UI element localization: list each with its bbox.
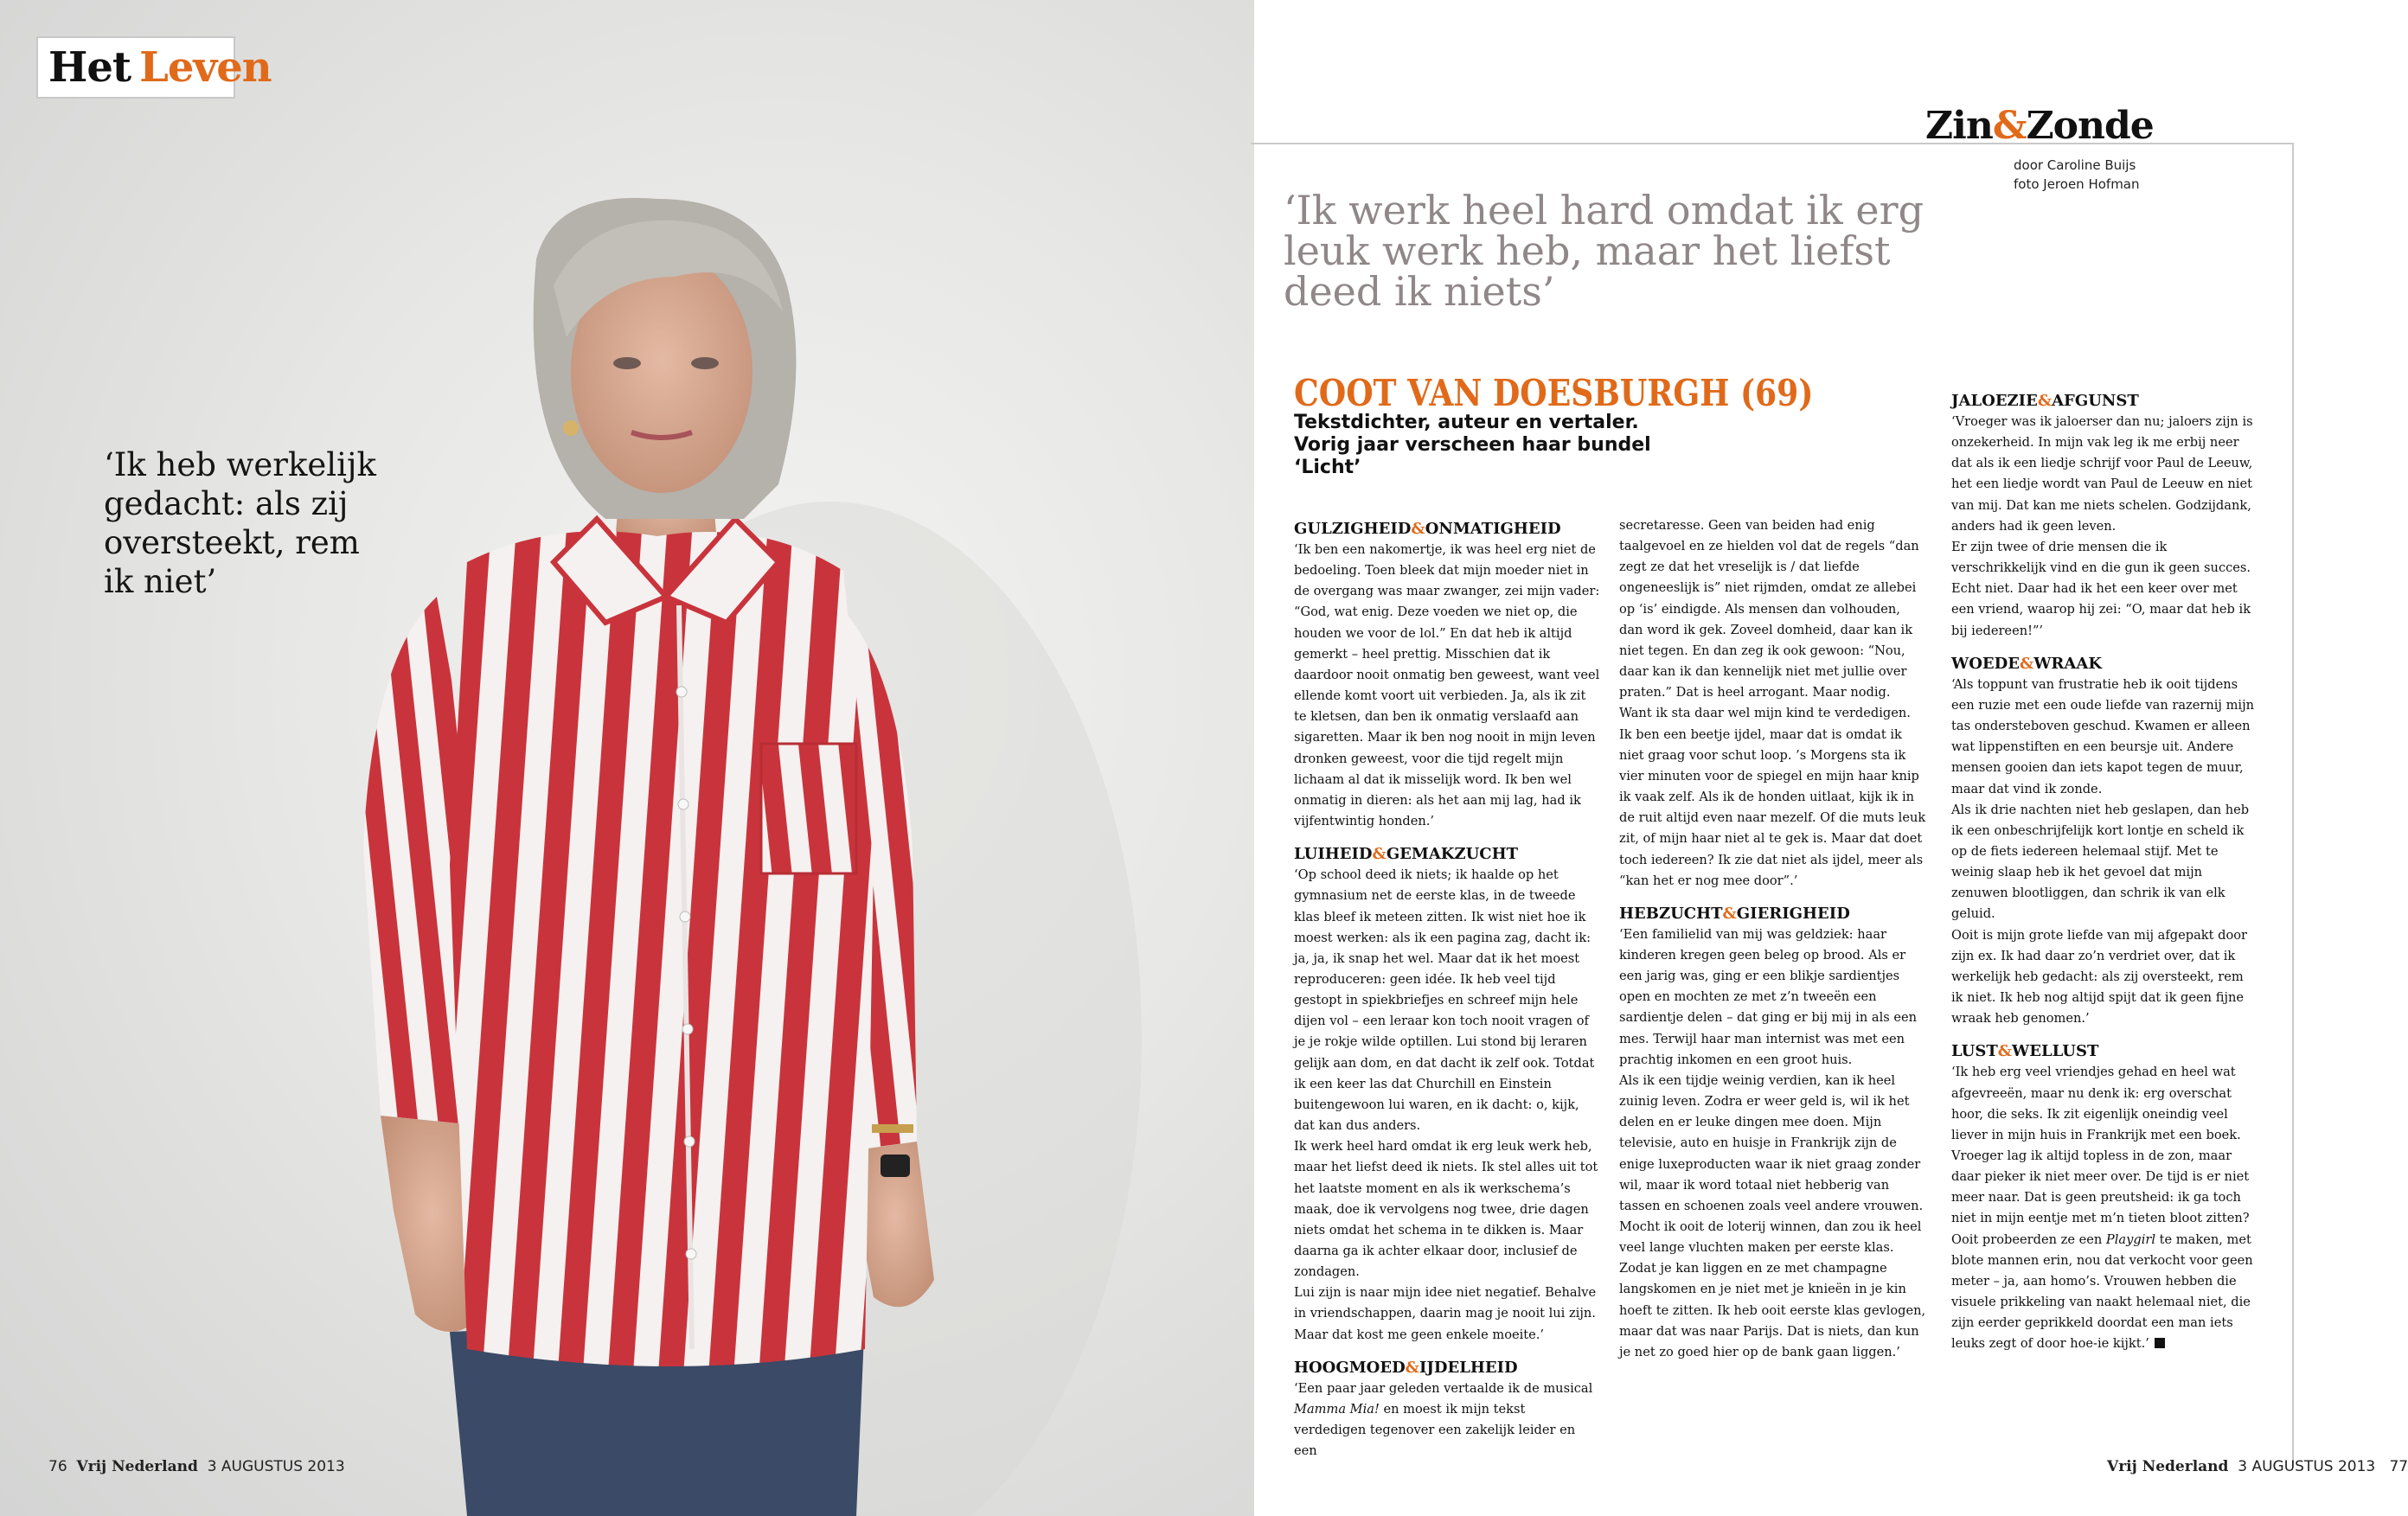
- paragraph: Ooit is mijn grote liefde van mij afgepakt door zijn ex. Ik had daar zo’n verdriet over, dat ik werkelijk heb gedacht: als zij oversteekt, rem ik niet. Ik heb nog altijd spijt dat ik geen fijne wraak heb genomen.’: [1951, 927, 2248, 1027]
- issue-date-left: 3 AUGUSTUS 2013: [207, 1458, 345, 1475]
- pull-quote: ‘Ik werk heel hard omdat ik erg leuk werk heb, maar het liefst deed ik niets’: [1284, 187, 1924, 315]
- credits: [2014, 156, 2140, 194]
- section-heading-jaloezie: JALOEZIE&AFGUNST: [1951, 392, 2139, 410]
- paragraph: Ik werk heel hard omdat ik erg leuk werk heb, maar het liefst deed ik niets. Ik stel alles uit tot het laatste moment en als ik werkschema’s maak, doe ik vervolgens nog twee, drie dagen niets omdat het schema in te dikken is. Maar daarna ga ik achter elkaar door, inclusief de zondagen.: [1294, 1139, 1598, 1280]
- text-column-1: [1294, 519, 1601, 1462]
- text-column-2: [1619, 515, 1926, 1363]
- magazine-name-right: Vrij Nederland: [2107, 1458, 2229, 1475]
- page-number-left: 76: [48, 1458, 67, 1475]
- paragraph: ‘Ik heb erg veel vriendjes gehad en heel wat afgevreeën, maar nu denk ik: erg overschat hoor, die seks. Ik zit eigenlijk oneindig veel liever in mijn huis in Frankrijk met een boek.: [1951, 1065, 2241, 1142]
- paragraph: ‘Een familielid van mij was geldziek: haar kinderen kregen geen beleg op brood. Als er een jarig was, ging er een blikje sardientjes open en mochten ze met z’n tweeën een sardientje delen – dat ging er bij mij in als een mes. Terwijl haar man internist was met een prachtig inkomen en een groot huis.: [1619, 926, 1918, 1067]
- series-title: [1925, 104, 2154, 148]
- section-heading-gulzigheid: GULZIGHEID&ONMATIGHEID: [1294, 520, 1561, 538]
- paragraph: ‘Als toppunt van frustratie heb ik ooit tijdens een ruzie met een oude liefde van razernij mijn tas ondersteboven geschud. Kwamen er alleen wat lippenstiften en een beursje uit. Andere mensen gooien dan iets kapot tegen de muur, maar dat vind ik zonde.: [1951, 676, 2255, 796]
- photo-credit: foto Jeroen Hofman: [2014, 176, 2140, 192]
- section-heading-luiheid: LUIHEID&GEMAKZUCHT: [1294, 845, 1519, 864]
- interviewee-name: COOT VAN DOESBURGH (69): [1294, 372, 1814, 414]
- paragraph: ‘Op school deed ik niets; ik haalde op het gymnasium net de eerste klas, in de tweede klas bleef ik meteen zitten. Ik wist niet hoe ik moest werken: als ik een pagina zag, dacht ik: ja, ja, ik snap het wel. Maar dat ik het moest reproduceren: geen idée. Ik heb veel tijd gestopt in spiekbriefjes en schreef mijn hele dijen vol – een leraar kon toch nooit vragen of je je rokje wilde optillen. Lui stond bij leraren gelijk aan dom, en dat dacht ik zelf ook. Totdat ik een keer las dat Churchill en Einstein buitengewoon lui waren, en ik dacht: o, kijk, dat kan dus anders.: [1294, 867, 1595, 1134]
- section-heading-hoogmoed: HOOGMOED&IJDELHEID: [1294, 1358, 1518, 1377]
- section-heading-lust: LUST&WELLUST: [1951, 1042, 2099, 1061]
- paragraph: Ik ben een beetje ijdel, maar dat is omdat ik niet graag voor schut loop. ’s Morgens sta ik vier minuten voor de spiegel en mijn haar knip ik vaak zelf. Als ik de honden uitlaat, kijk ik in de ruit altijd even naar mezelf. Of die muts leuk zit, of mijn haar niet al te gek is. Maar dat doet toch iedereen? Ik zie dat niet als ijdel, meer als “kan het er nog mee door”.’: [1619, 726, 1926, 888]
- series-ampersand: &: [1992, 104, 2027, 148]
- rubric-part2: Leven: [139, 43, 272, 92]
- author-credit: door Caroline Buijs: [2014, 157, 2136, 173]
- photo-quote: ‘Ik heb werkelijk gedacht: als zij oversteekt, rem ik niet’: [104, 446, 376, 600]
- paragraph: Er zijn twee of drie mensen die ik verschrikkelijk vind en die gun ik geen succes. Echt niet. Daar had ik het een keer over met een vriend, waarop hij zei: “O, maar dat heb ik bij iedereen!”’: [1951, 539, 2251, 638]
- section-heading-woede: WOEDE&WRAAK: [1951, 654, 2102, 673]
- magazine-name-left: Vrij Nederland: [76, 1458, 198, 1475]
- folio-left: [48, 1458, 345, 1475]
- series-part1: Zin: [1925, 104, 1993, 148]
- issue-date-right: 3 AUGUSTUS 2013: [2238, 1458, 2376, 1475]
- rubric-part1: Het: [48, 43, 131, 92]
- text-column-3: [1951, 391, 2258, 1355]
- series-part2: Zonde: [2026, 104, 2154, 148]
- paragraph: ‘Vroeger was ik jaloerser dan nu; jaloers zijn is onzekerheid. In mijn vak leg ik me erbij neer dat als ik een liedje schrijf voor Paul de Leeuw, het een liedje wordt van Paul de Leeuw en niet van mij. Dat kan me niets schelen. Godzijdank, anders had ik geen leven.: [1951, 414, 2253, 534]
- paragraph: Vroeger lag ik altijd topless in de zon, maar daar pieker ik niet meer over. De tijd is er niet meer naar. Dat is geen preutsheid: ik ga toch niet in mijn eentje met m’n tieten bloot zitten? Ooit probeerden ze een Playgirl te maken, met blote mannen erin, nou dat verkocht voor geen meter – ja, aan homo’s. Vrouwen hebben die visuele prikkeling van naakt helemaal niet, die zijn eerder geprikkeld doordat een man iets leuks zegt of door hoe-ie kijkt.’: [1951, 1148, 2253, 1352]
- folio-right: [2107, 1458, 2408, 1475]
- paragraph: ‘Ik ben een nakomertje, ik was heel erg niet de bedoeling. Toen bleek dat mijn moeder niet in de overgang was maar zwanger, zei mijn vader: “God, wat enig. Deze voeden we niet op, die houden we voor de lol.” En dat heb ik altijd gemerkt – heel prettig. Misschien dat ik daardoor nooit onmatig ben geweest, want veel ellende komt voort uit verbieden. Ja, als ik zit te kletsen, dan ben ik onmatig verslaafd aan sigaretten. Maar ik ben nog nooit in mijn leven dronken geweest, voor die tijd regelt mijn lichaam al dat ik misselijk word. Ik ben wel onmatig in dieren: als het aan mij lag, had ik vijfentwintig honden.’: [1294, 542, 1600, 829]
- end-mark-icon: [2155, 1338, 2165, 1348]
- paragraph: ‘Een paar jaar geleden vertaalde ik de musical Mamma Mia! en moest ik mijn tekst verdedigen tegenover een zakelijk leider en een: [1294, 1380, 1593, 1459]
- paragraph: Als ik een tijdje weinig verdien, kan ik heel zuinig leven. Zodra er weer geld is, wil ik het delen en er leuke dingen mee doen. Mijn televisie, auto en huisje in Frankrijk zijn de enige luxeproducten waar ik niet graag zonder wil, maar ik word totaal niet hebberig van tassen en schoenen zoals veel andere vrouwen. Mocht ik ooit de loterij winnen, dan zou ik heel veel lange vluchten maken per eerste klas. Zodat je kan liggen en ze met champagne langskomen en je niet met je knieën in je kin hoeft te zitten. Ik heb ooit eerste klas gevlogen, maar dat was naar Parijs. Dat is niets, dan kun je net zo goed hier op de bank gaan liggen.’: [1619, 1072, 1926, 1359]
- section-heading-hebzucht: HEBZUCHT&GIERIGHEID: [1619, 904, 1850, 923]
- page-number-right: 77: [2389, 1458, 2408, 1475]
- paragraph: Lui zijn is naar mijn idee niet negatief. Behalve in vriendschappen, daarin mag je nooit lui zijn. Maar dat kost me geen enkele moeite.’: [1294, 1285, 1597, 1342]
- interviewee-subtitle: Tekstdichter, auteur en vertaler. Vorig jaar verscheen haar bundel ‘Licht’: [1294, 412, 1651, 478]
- paragraph: Als ik drie nachten niet heb geslapen, dan heb ik een onbeschrijfelijk kort lontje en scheld ik op de fiets iedereen helemaal stijf. Met te weinig slaap heb ik het gevoel dat mijn zenuwen blootliggen, dan schrik ik van elk geluid.: [1951, 802, 2250, 922]
- paragraph: secretaresse. Geen van beiden had enig taalgevoel en ze hielden vol dat de regels “dan zegt ze dat het vreselijk is / dat liefde ongeneeslijk is” niet rijmden, omdat ze allebei op ‘is’ eindigde. Als mensen dan volhouden, dan word ik gek. Zoveel domheid, daar kan ik niet tegen. En dan zeg ik ook gewoon: “Nou, daar kan ik dan kennelijk niet met jullie over praten.” Dat is heel arrogant. Maar nodig. Want ik sta daar wel mijn kind te verdedigen.: [1619, 518, 1919, 721]
- section-rubric: [36, 36, 272, 99]
